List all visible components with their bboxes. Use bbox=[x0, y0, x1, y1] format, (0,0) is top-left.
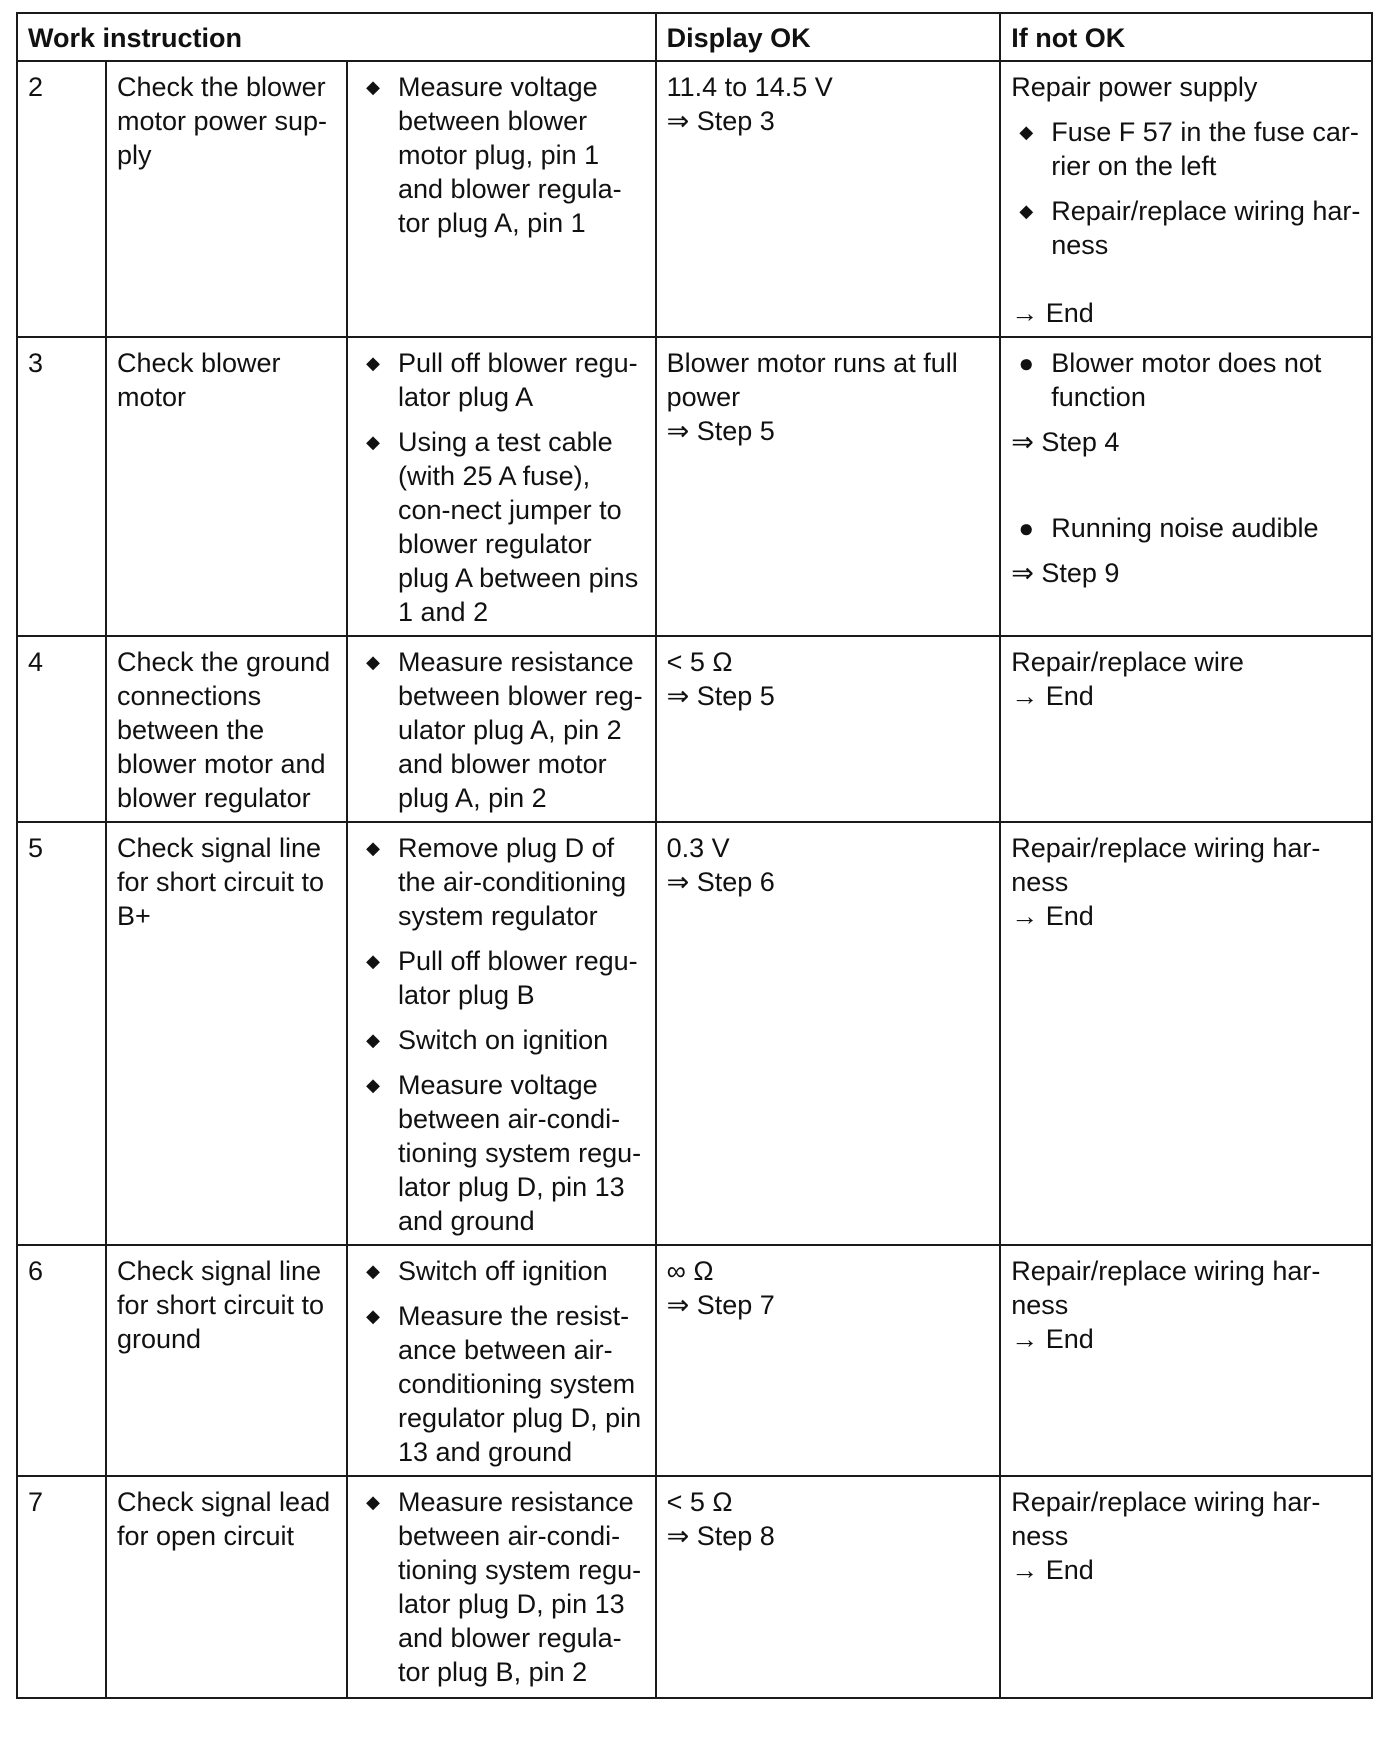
diamond-bullet-icon: ◆ bbox=[1019, 201, 1034, 221]
ok-next-step: ⇒ Step 5 bbox=[666, 681, 775, 711]
round-bullet-icon: ● bbox=[1018, 513, 1035, 543]
display-ok-cell bbox=[656, 822, 1001, 1245]
step-number: 4 bbox=[17, 636, 106, 822]
ok-next-step: ⇒ Step 8 bbox=[666, 1521, 775, 1551]
action-cell bbox=[347, 1476, 656, 1698]
action-cell bbox=[347, 636, 656, 822]
list-item bbox=[358, 346, 645, 414]
diamond-bullet-icon: ◆ bbox=[366, 1030, 380, 1050]
action-text: Using a test cable (with 25 A fuse), con-nect jumper to blower regulator plug A between pins 1 and 2 bbox=[398, 427, 639, 627]
ok-value: Blower motor runs at full power bbox=[666, 348, 958, 412]
not-ok-heading: Repair/replace wiring har-ness bbox=[1011, 833, 1321, 897]
step-number: 7 bbox=[17, 1476, 106, 1698]
action-text: Measure resistance between air-condi-tioning system regu-lator plug D, pin 13 and blower regula-tor plug B, pin 2 bbox=[398, 1487, 642, 1687]
header-display-ok: Display OK bbox=[656, 13, 1001, 61]
display-ok-cell bbox=[656, 1245, 1001, 1476]
not-ok-cell bbox=[1000, 337, 1372, 636]
diamond-bullet-icon: ◆ bbox=[1019, 122, 1034, 142]
diamond-bullet-icon: ◆ bbox=[366, 1492, 380, 1512]
not-ok-case: Blower motor does not function bbox=[1051, 348, 1322, 412]
diamond-bullet-icon: ◆ bbox=[366, 951, 380, 971]
list-item bbox=[358, 425, 645, 629]
round-bullet-icon: ● bbox=[1018, 348, 1035, 378]
not-ok-heading: Repair/replace wire bbox=[1011, 647, 1244, 677]
header-if-not-ok: If not OK bbox=[1000, 13, 1372, 61]
table-row bbox=[17, 822, 1372, 1245]
action-text: Measure voltage between blower motor plug, pin 1 and blower regula-tor plug A, pin 1 bbox=[398, 72, 622, 238]
step-number: 2 bbox=[17, 61, 106, 337]
check-description: Check signal line for short circuit to ground bbox=[106, 1245, 347, 1476]
list-item bbox=[358, 1485, 645, 1689]
not-ok-cell bbox=[1000, 1476, 1372, 1698]
table-row bbox=[17, 636, 1372, 822]
table-row bbox=[17, 337, 1372, 636]
list-item bbox=[358, 1068, 645, 1238]
ok-next-step: ⇒ Step 3 bbox=[666, 106, 775, 136]
not-ok-heading: Repair/replace wiring har-ness bbox=[1011, 1487, 1321, 1551]
not-ok-case: Running noise audible bbox=[1051, 513, 1319, 543]
display-ok-cell bbox=[656, 636, 1001, 822]
not-ok-end: → End bbox=[1011, 298, 1094, 328]
diamond-bullet-icon: ◆ bbox=[366, 652, 380, 672]
ok-next-step: ⇒ Step 6 bbox=[666, 867, 775, 897]
check-description: Check the ground connections between the blower motor and blower regulator bbox=[106, 636, 347, 822]
not-ok-cell bbox=[1000, 61, 1372, 337]
table-row bbox=[17, 1476, 1372, 1698]
not-ok-cell bbox=[1000, 1245, 1372, 1476]
display-ok-cell bbox=[656, 337, 1001, 636]
ok-value: < 5 Ω bbox=[666, 1487, 733, 1517]
header-work-instruction: Work instruction bbox=[17, 13, 656, 61]
diamond-bullet-icon: ◆ bbox=[366, 1261, 380, 1281]
ok-next-step: ⇒ Step 7 bbox=[666, 1290, 775, 1320]
not-ok-cell bbox=[1000, 636, 1372, 822]
not-ok-end: → End bbox=[1011, 1555, 1094, 1585]
ok-value: < 5 Ω bbox=[666, 647, 733, 677]
not-ok-cell bbox=[1000, 822, 1372, 1245]
not-ok-item: Repair/replace wiring har-ness bbox=[1051, 196, 1361, 260]
ok-next-step: ⇒ Step 5 bbox=[666, 416, 775, 446]
check-description: Check blower motor bbox=[106, 337, 347, 636]
list-item bbox=[358, 1299, 645, 1469]
check-description: Check signal line for short circuit to B+ bbox=[106, 822, 347, 1245]
ok-value: 11.4 to 14.5 V bbox=[666, 72, 833, 102]
list-item bbox=[358, 1254, 645, 1288]
not-ok-end: → End bbox=[1011, 1324, 1094, 1354]
diamond-bullet-icon: ◆ bbox=[366, 432, 380, 452]
display-ok-cell bbox=[656, 61, 1001, 337]
header-row bbox=[17, 13, 1372, 61]
action-text: Measure voltage between air-condi-tioning system regu-lator plug D, pin 13 and ground bbox=[398, 1070, 642, 1236]
list-item bbox=[1011, 511, 1361, 545]
ok-value: ∞ Ω bbox=[666, 1256, 714, 1286]
not-ok-next-step: ⇒ Step 9 bbox=[1011, 558, 1120, 588]
list-item bbox=[358, 645, 645, 815]
diamond-bullet-icon: ◆ bbox=[366, 1075, 380, 1095]
action-text: Pull off blower regu-lator plug B bbox=[398, 946, 638, 1010]
action-text: Remove plug D of the air-conditioning system regulator bbox=[398, 833, 627, 931]
list-item bbox=[1011, 194, 1361, 262]
table-row bbox=[17, 61, 1372, 337]
list-item bbox=[358, 1023, 645, 1057]
ok-value: 0.3 V bbox=[666, 833, 730, 863]
diamond-bullet-icon: ◆ bbox=[366, 838, 380, 858]
not-ok-item: Fuse F 57 in the fuse car-rier on the left bbox=[1051, 117, 1359, 181]
table-row bbox=[17, 1245, 1372, 1476]
check-description: Check the blower motor power sup-ply bbox=[106, 61, 347, 337]
display-ok-cell bbox=[656, 1476, 1001, 1698]
not-ok-next-step: ⇒ Step 4 bbox=[1011, 427, 1120, 457]
step-number: 6 bbox=[17, 1245, 106, 1476]
not-ok-heading: Repair/replace wiring har-ness bbox=[1011, 1256, 1321, 1320]
action-text: Switch on ignition bbox=[398, 1025, 609, 1055]
action-text: Measure resistance between blower reg-ulator plug A, pin 2 and blower motor plug A, pin 2 bbox=[398, 647, 643, 813]
diamond-bullet-icon: ◆ bbox=[366, 353, 380, 373]
not-ok-end: → End bbox=[1011, 901, 1094, 931]
step-number: 3 bbox=[17, 337, 106, 636]
list-item bbox=[358, 831, 645, 933]
list-item bbox=[358, 70, 645, 240]
check-description: Check signal lead for open circuit bbox=[106, 1476, 347, 1698]
list-item bbox=[1011, 115, 1361, 183]
not-ok-end: → End bbox=[1011, 681, 1094, 711]
not-ok-heading: Repair power supply bbox=[1011, 72, 1258, 102]
step-number: 5 bbox=[17, 822, 106, 1245]
diamond-bullet-icon: ◆ bbox=[366, 77, 380, 97]
action-cell bbox=[347, 1245, 656, 1476]
action-text: Pull off blower regu-lator plug A bbox=[398, 348, 638, 412]
action-cell bbox=[347, 822, 656, 1245]
diamond-bullet-icon: ◆ bbox=[366, 1306, 380, 1326]
work-instruction-table bbox=[16, 12, 1373, 1699]
action-text: Switch off ignition bbox=[398, 1256, 608, 1286]
list-item bbox=[358, 944, 645, 1012]
action-cell bbox=[347, 61, 656, 337]
list-item bbox=[1011, 346, 1361, 414]
action-text: Measure the resist-ance between air-conditioning system regulator plug D, pin 13 and ground bbox=[398, 1301, 642, 1467]
action-cell bbox=[347, 337, 656, 636]
